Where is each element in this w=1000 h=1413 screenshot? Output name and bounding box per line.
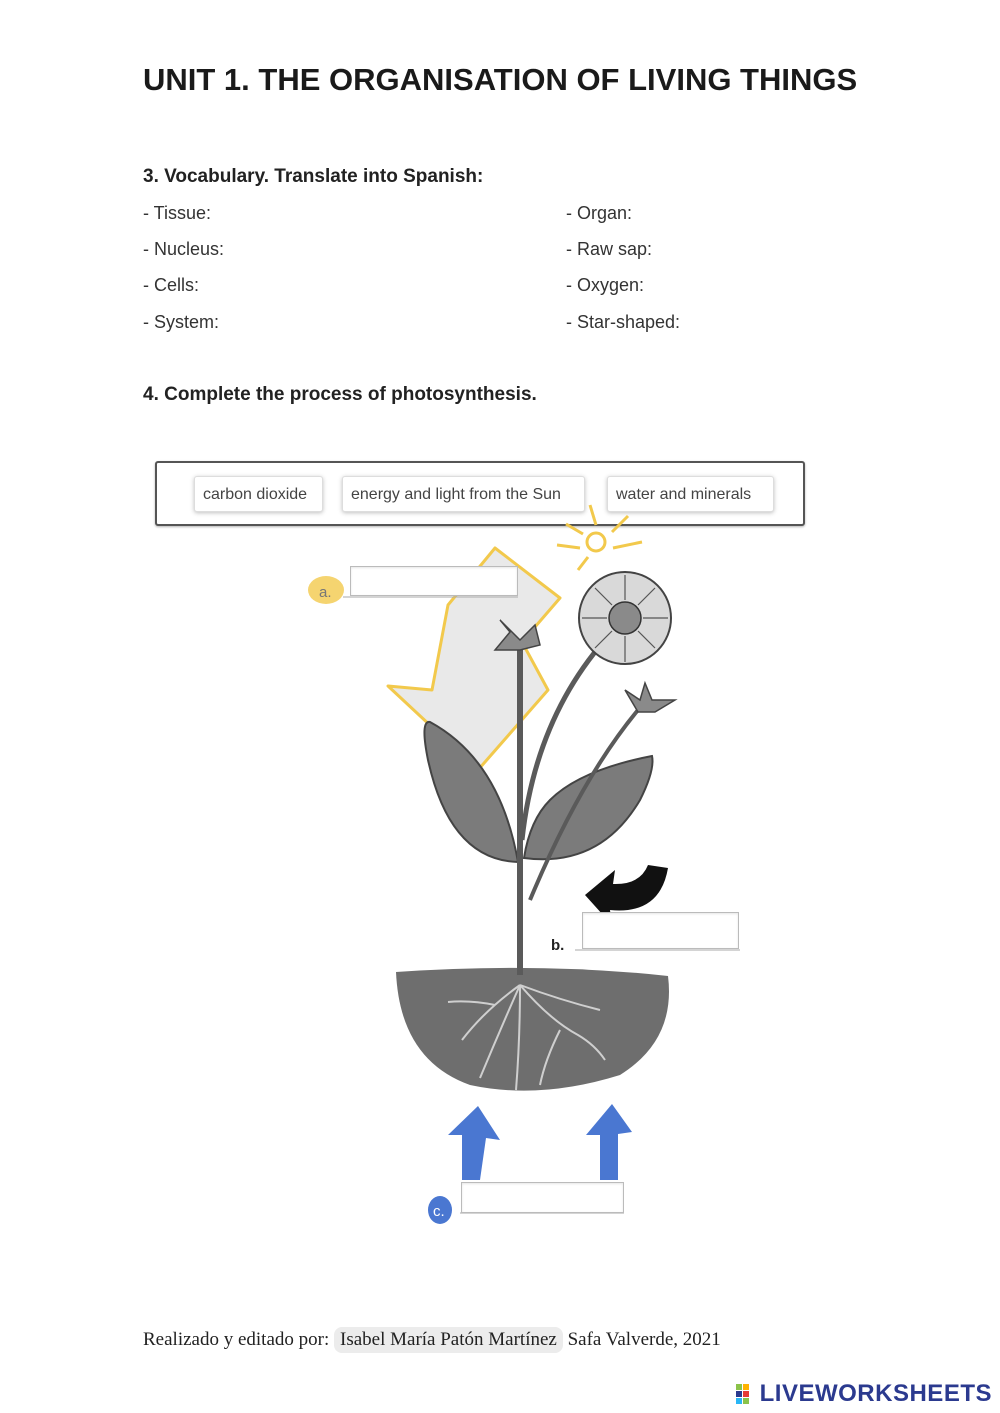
vocab-item: - Nucleus: [143, 239, 225, 259]
label-b: b. [551, 937, 565, 954]
liveworksheets-logo-icon [736, 1384, 758, 1404]
page-title: UNIT 1. THE ORGANISATION OF LIVING THINGS [143, 62, 858, 97]
vocab-item: - Star-shaped: [566, 312, 681, 332]
answer-box-b[interactable] [582, 912, 739, 949]
label-c: c. [433, 1203, 445, 1220]
author-name: Isabel María Patón Martínez [334, 1327, 563, 1353]
blue-arrow-left [448, 1106, 500, 1180]
vocabulary-heading: 3. Vocabulary. Translate into Spanish: [143, 166, 484, 187]
blue-arrow-right [586, 1104, 632, 1180]
answer-box-c[interactable] [461, 1182, 624, 1213]
flower-icon [579, 572, 671, 664]
soil [396, 968, 669, 1091]
vocab-item: - Oxygen: [566, 275, 645, 295]
word-chip-carbon-dioxide[interactable]: carbon dioxide [194, 476, 323, 512]
vocab-item: - System: [143, 312, 220, 332]
sun-icon [557, 505, 642, 570]
credits-suffix: Safa Valverde, 2021 [567, 1329, 721, 1350]
answer-box-a[interactable] [350, 566, 518, 596]
photosynthesis-heading: 4. Complete the process of photosynthesis. [143, 384, 537, 405]
credits [143, 1327, 721, 1353]
flower-bud-icon [625, 683, 675, 712]
word-chip-energy-light[interactable]: energy and light from the Sun [342, 476, 585, 512]
brand-name: LIVEWORKSHEETS [759, 1380, 992, 1407]
label-a: a. [319, 584, 332, 601]
credits-prefix: Realizado y editado por: [143, 1329, 330, 1350]
word-chip-water-minerals[interactable]: water and minerals [607, 476, 774, 512]
vocab-item: - Raw sap: [566, 239, 653, 259]
vocab-item: - Tissue: [143, 203, 212, 223]
vocab-item: - Organ: [566, 203, 633, 223]
vocab-item: - Cells: [143, 275, 200, 295]
liveworksheets-logo [736, 1380, 992, 1408]
right-leaf [524, 756, 653, 859]
